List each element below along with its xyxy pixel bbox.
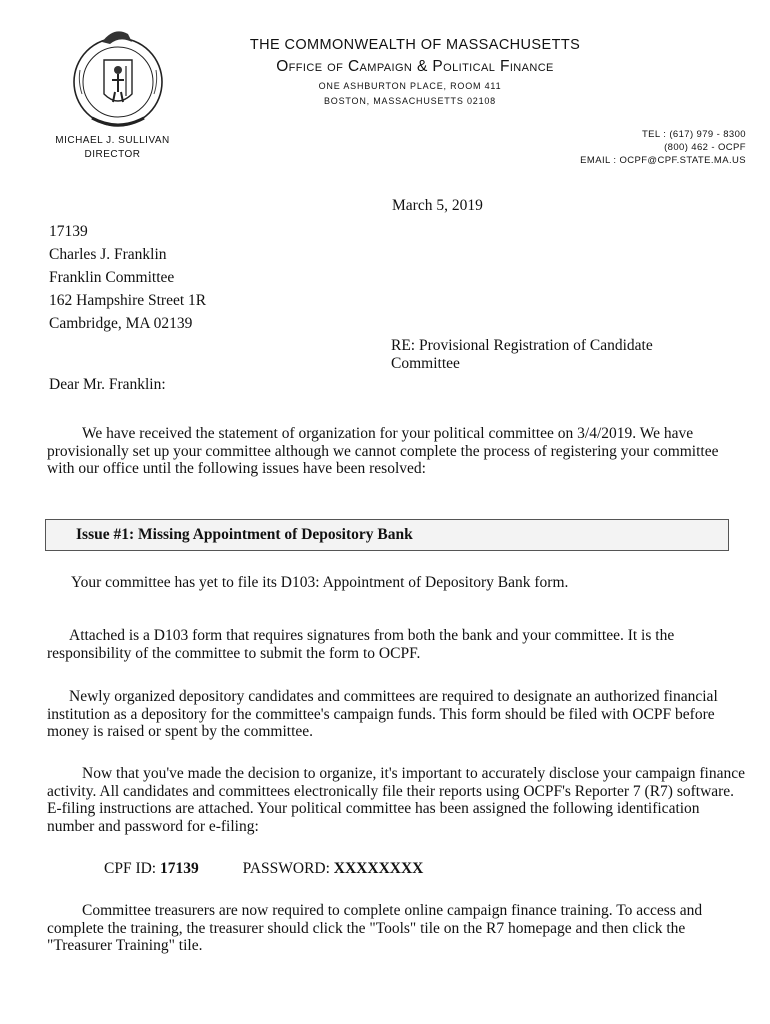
issue-paragraph: Your committee has yet to file its D103: Appointment of Depository Bank form. [71, 574, 569, 591]
recipient-name: Charles J. Franklin [49, 246, 167, 263]
director-name: MICHAEL J. SULLIVAN [55, 135, 170, 146]
contact-tel2: (800) 462 - OCPF [664, 142, 746, 153]
issue-box [45, 519, 729, 551]
cpf-id-value: 17139 [160, 860, 199, 877]
recipient-address [49, 220, 206, 335]
re-line [391, 337, 653, 372]
newly-organized-paragraph: Newly organized depository candidates and committees are required to designate an authorized financial institution as a depository for the committee's campaign funds. This form should be filed with OCPF before money is raised or spent by the committee. [47, 688, 718, 740]
re-line1: RE: Provisional Registration of Candidate [391, 337, 653, 354]
contact-tel: TEL : (617) 979 - 8300 [641, 129, 746, 140]
re-line2: Committee [391, 354, 460, 372]
intro-paragraph: We have received the statement of organization for your political committee on 3/4/2019. We have provisionally set up your committee although we cannot complete the process of registering your committee with our office until the following issues have been resolved: [47, 425, 719, 477]
recipient-committee: Franklin Committee [49, 269, 175, 286]
letterhead-state: THE COMMONWEALTH OF MASSACHUSETTS [249, 37, 581, 53]
contact-block [580, 128, 746, 167]
director-block [40, 134, 185, 162]
issue-title: Issue #1: Missing Appointment of Depository Bank [76, 526, 413, 543]
greeting: Dear Mr. Franklin: [49, 376, 166, 393]
recipient-city: Cambridge, MA 02139 [49, 315, 193, 332]
attached-paragraph: Attached is a D103 form that requires signatures from both the bank and your committee. It is the responsibility of the committee to submit the form to OCPF. [47, 627, 675, 662]
contact-email: EMAIL : OCPF@CPF.STATE.MA.US [580, 155, 746, 166]
cpf-id-label: CPF ID: [104, 860, 157, 877]
password-value: XXXXXXXX [333, 860, 424, 877]
letterhead-address-line2: BOSTON, MASSACHUSETTS 02108 [324, 96, 496, 106]
password-label: PASSWORD: [242, 860, 330, 877]
director-title: DIRECTOR [84, 149, 141, 160]
letterhead-address-line1: ONE ASHBURTON PLACE, ROOM 411 [318, 81, 502, 91]
credentials-line [104, 860, 423, 878]
recipient-id: 17139 [49, 223, 88, 240]
training-paragraph: Committee treasurers are now required to complete online campaign finance training. To access and complete the training, the treasurer should click the "Tools" tile on the R7 homepage and then click the "Treasurer Training" tile. [47, 902, 703, 954]
letterhead-office: Office of Campaign & Political Finance [276, 58, 554, 75]
letter-date: March 5, 2019 [392, 197, 483, 214]
efiling-paragraph: Now that you've made the decision to organize, it's important to accurately disclose your campaign finance activity. All candidates and committees electronically file their reports using OCPF's Reporter 7 (R7) software. E-filing instructions are attached. Your political committee has been assigned the following identification number and password for e-filing: [47, 765, 745, 835]
recipient-street: 162 Hampshire Street 1R [49, 292, 207, 309]
